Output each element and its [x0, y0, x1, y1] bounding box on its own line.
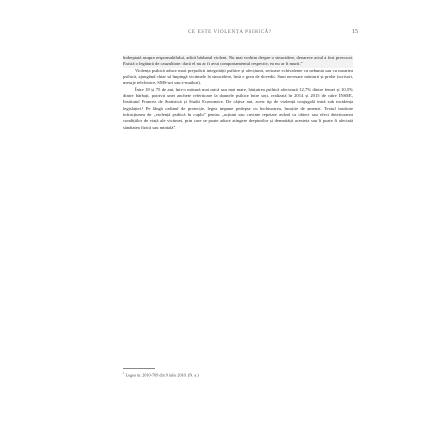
- footnote-divider: [123, 368, 155, 369]
- footnote-marker: 1: [123, 371, 125, 375]
- paragraph-psychological-violence: Violența psihică aduce mari prejudicii integrității psihice și afecțiunii, serioase echivalente cu nebunia sau cu moartea psihică, ajungând chiar să împingă victimele la sinucidere, însă e greu de dovedit. Sunt necesare mărturii și probe (scrisori, mesaje telefonice, SMS-uri sau e-mailuri).: [123, 67, 353, 86]
- running-header: [0, 30, 445, 40]
- running-title: CE ESTE VIOLENȚA PSIHICĂ?: [188, 30, 272, 35]
- body-text: [123, 55, 353, 131]
- paragraph-statistics: Între 18 și 75 de ani, într-o măsură mai mică sau mai mare, hărțuirea psihică afectează 12,7% dintre femei și 10,5% dintre bărbați, potrivit unei anchete referitoare la daunele psihice între soți, realizată în 2014 și 2015 de către INSEE, Institutul Francez de Statistică și Studii Economice. De câțiva ani, acest tip de violență conjugală intră sub incidența legislației.¹ Pe lângă ordinul de protecție, legea impune pedepse cu închisoarea, însoțite de amenzi. Textul instituie infracțiunea de „violență psihică în cuplu” pentru „acțiuni sau cuvinte repetate având ca obiect sau efect deteriorarea condițiilor de viață ale victimei, prin care se poate aduce atingere drepturilor și demnității acesteia sau îi poate fi afectată sănătatea fizică sau mintală”.: [123, 86, 353, 130]
- footnote-text: Legea nr. 2010-769 din 9 iulie 2010. (N. a.): [125, 372, 199, 378]
- page-number: 15: [352, 29, 358, 35]
- paragraph-continuation: îndreptată asupra responsabilului, adică bărbatul violent. Nu mai vorbim despre o sinucidere, deoarece actul a fost provocat. Există o legătură de cauzalitate: dacă el nu ar fi avut comportamentul respectiv, ea nu ar fi murit.”: [123, 55, 353, 67]
- footnote: [123, 371, 199, 377]
